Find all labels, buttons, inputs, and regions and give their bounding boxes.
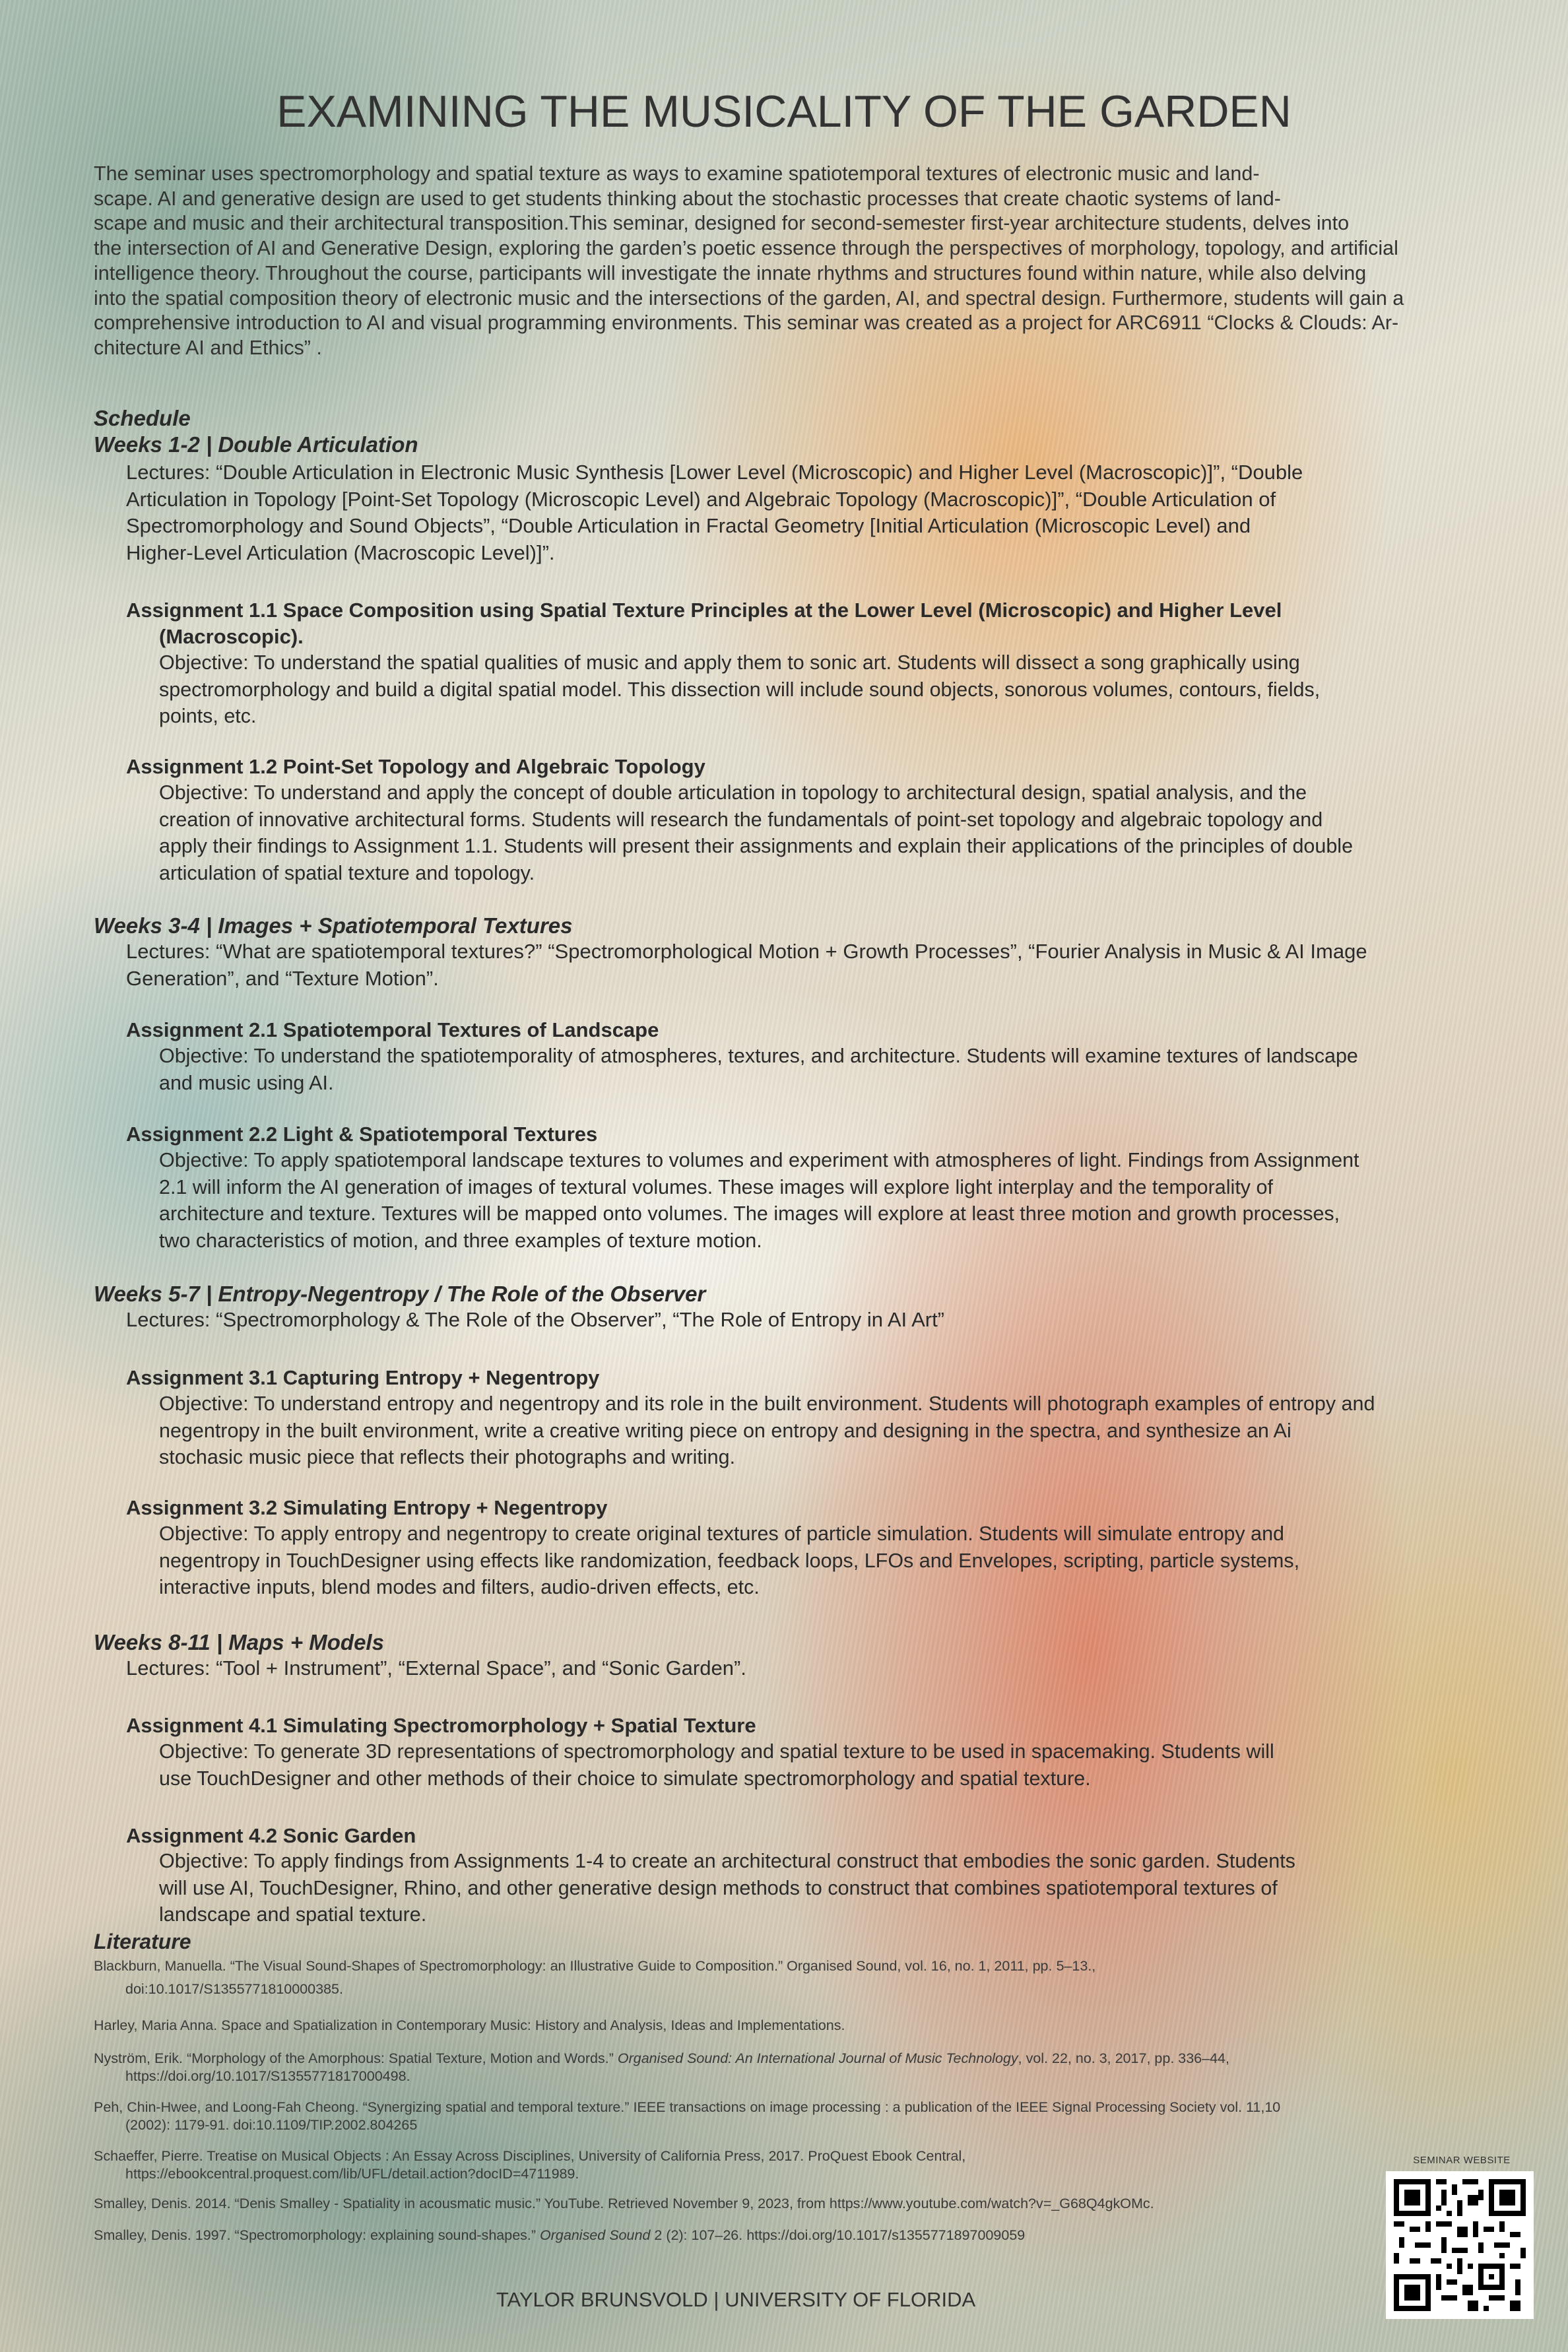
reference-item: Smalley, Denis. 2014. “Denis Smalley - Spatiality in acousmatic music.” YouTube. Retrieved November 9, 2023, from https://www.youtube.com/watch?v=_G68Q4gkOMc. bbox=[94, 2196, 1154, 2211]
week-heading-2: Weeks 3-4 | Images + Spatiotemporal Textures bbox=[94, 913, 573, 938]
assignment-3-1-title: Assignment 3.1 Capturing Entropy + Negentropy bbox=[126, 1366, 600, 1389]
assignment-1-1-title: Assignment 1.1 Space Composition using Spatial Texture Principles at the Lower Level (Microscopic) and Higher Level (Macroscopic). bbox=[126, 599, 1282, 648]
week-heading-3: Weeks 5-7 | Entropy-Negentropy / The Role of the Observer bbox=[94, 1282, 706, 1306]
intro-paragraph: The seminar uses spectromorphology and spatial texture as ways to examine spatiotemporal textures of electronic music and land- scape. AI and generative design are used to get students thinking about the stochastic processes that create chaotic systems of land- scape and music and their architectural transposition.This seminar, designed for second-semester first-year architecture students, delves into the intersection of AI and Generative Design, exploring the garden’s poetic essence through the perspectives of morphology, topology, and artificial intelligence theory. Throughout the course, participants will investigate the innate rhythms and structures found within nature, while also delving into the spatial composition theory of electronic music and the intersections of the garden, AI, and spectral design. Furthermore, students will gain a comprehensive introduction to AI and visual programming environments. This seminar was created as a project for ARC6911 “Clocks & Clouds: Ar- chitecture AI and Ethics” . bbox=[94, 162, 1404, 359]
assignment-1-2-objective: Objective: To understand and apply the concept of double articulation in topology to architectural design, spatial analysis, and the creation of innovative architectural forms. Students will research the fundamentals of point-set topology and algebraic topology and apply their findings to Assignment 1.1. Students will present their assignments and explain their applications of the principles of double articulation of spatial texture and topology. bbox=[159, 781, 1354, 884]
assignment-2-1-objective: Objective: To understand the spatiotemporality of atmospheres, textures, and architecture. Students will examine textures of landscape and music using AI. bbox=[159, 1045, 1358, 1094]
assignment-3-1-objective: Objective: To understand entropy and negentropy and its role in the built environment. Students will photograph examples of entropy and negentropy in the built environment, write a creative writing piece on entropy and designing in the spectra, and synthesize an Ai stochasic music piece that reflects their photographs and writing. bbox=[159, 1392, 1375, 1468]
reference-item: Harley, Maria Anna. Space and Spatialization in Contemporary Music: History and Analysis, Ideas and Implementations. bbox=[94, 2017, 845, 2033]
schedule-heading: Schedule bbox=[94, 406, 191, 430]
qr-code-icon bbox=[1394, 2179, 1526, 2311]
assignment-2-2-objective: Objective: To apply spatiotemporal landscape textures to volumes and experiment with atmospheres of light. Findings from Assignment 2.1 will inform the AI generation of images of textural volumes. These images will explore light interplay and the temporality of architecture and texture. Textures will be mapped onto volumes. The images will explore at least three motion and growth processes, two characteristics of motion, and three examples of texture motion. bbox=[159, 1149, 1359, 1252]
assignment-3-2-title: Assignment 3.2 Simulating Entropy + Negentropy bbox=[126, 1496, 608, 1519]
qr-label: SEMINAR WEBSITE bbox=[1413, 2155, 1511, 2166]
assignment-4-1-objective: Objective: To generate 3D representations of spectromorphology and spatial texture to be used in spacemaking. Students will use TouchDesigner and other methods of their choice to simulate spectromorphology and spatial texture. bbox=[159, 1740, 1274, 1790]
assignment-3-2-objective: Objective: To apply entropy and negentropy to create original textures of particle simulation. Students will simulate entropy and negentropy in TouchDesigner using effects like randomization, feedback loops, LFOs and Envelopes, scripting, particle systems, interactive inputs, blend modes and filters, audio-driven effects, etc. bbox=[159, 1522, 1300, 1598]
lectures-week-4: Lectures: “Tool + Instrument”, “External Space”, and “Sonic Garden”. bbox=[126, 1656, 746, 1680]
poster-title: EXAMINING THE MUSICALITY OF THE GARDEN bbox=[277, 86, 1291, 137]
literature-heading: Literature bbox=[94, 1930, 191, 1953]
lectures-week-3: Lectures: “Spectromorphology & The Role of the Observer”, “The Role of Entropy in AI Art” bbox=[126, 1308, 944, 1331]
reference-item: Peh, Chin-Hwee, and Loong-Fah Cheong. “Synergizing spatial and temporal texture.” IEEE transactions on image processing : a publication of the IEEE Signal Processing Society vol. 11,10 (2002): 1179-91. doi:10.1109/TIP.2002.804265 bbox=[94, 2099, 1281, 2133]
assignment-4-2-title: Assignment 4.2 Sonic Garden bbox=[126, 1824, 416, 1847]
assignment-2-1-title: Assignment 2.1 Spatiotemporal Textures of Landscape bbox=[126, 1018, 659, 1041]
reference-item: Smalley, Denis. 1997. “Spectromorphology: explaining sound-shapes.” Organised Sound 2 (2): 107–26. https://doi.org/10.1017/s1355771897009059 bbox=[94, 2227, 1026, 2243]
lectures-week-2: Lectures: “What are spatiotemporal textures?” “Spectromorphological Motion + Growth Processes”, “Fourier Analysis in Music & AI Image Generation”, and “Texture Motion”. bbox=[126, 940, 1367, 990]
week-heading-4: Weeks 8-11 | Maps + Models bbox=[94, 1630, 384, 1654]
reference-item: Nyström, Erik. “Morphology of the Amorphous: Spatial Texture, Motion and Words.” Organised Sound: An International Journal of Music Technology, vol. 22, no. 3, 2017, pp. 336–44, https://doi.org/10.1017/S1355771817000498. bbox=[94, 2050, 1229, 2084]
author-footer: TAYLOR BRUNSVOLD | UNIVERSITY OF FLORIDA bbox=[496, 2288, 976, 2311]
assignment-4-1-title: Assignment 4.1 Simulating Spectromorphology + Spatial Texture bbox=[126, 1714, 756, 1737]
reference-item: Blackburn, Manuella. “The Visual Sound-Shapes of Spectromorphology: an Illustrative Guide to Composition.” Organised Sound, vol. 16, no. 1, 2011, pp. 5–13., doi:10.1017/S1355771810000385. bbox=[94, 1958, 1096, 1997]
seminar-website-qr-code-icon[interactable] bbox=[1386, 2171, 1534, 2319]
week-heading-1: Weeks 1-2 | Double Articulation bbox=[94, 432, 418, 457]
lectures-week-1: Lectures: “Double Articulation in Electronic Music Synthesis [Lower Level (Microscopic) and Higher Level (Macroscopic)]”, “Double Articulation in Topology [Point-Set Topology (Microscopic Level) and Algebraic Topology (Macroscopic)]”, “Double Articulation of Spectromorphology and Sound Objects”, “Double Articulation in Fractal Geometry [Initial Articulation (Microscopic Level) and Higher-Level Articulation (Macroscopic Level)]”. bbox=[126, 461, 1303, 564]
assignment-1-2-title: Assignment 1.2 Point-Set Topology and Algebraic Topology bbox=[126, 755, 705, 778]
reference-item: Schaeffer, Pierre. Treatise on Musical Objects : An Essay Across Disciplines, University of California Press, 2017. ProQuest Ebook Central, https://ebookcentral.proquest.com/lib/UFL/detail.action?docID=4711989. bbox=[94, 2148, 966, 2182]
assignment-1-1-objective: Objective: To understand the spatial qualities of music and apply them to sonic art. Students will dissect a song graphically using spectromorphology and build a digital spatial model. This dissection will include sound objects, sonorous volumes, contours, fields, points, etc. bbox=[159, 651, 1321, 727]
assignment-4-2-objective: Objective: To apply findings from Assignments 1-4 to create an architectural construct that embodies the sonic garden. Students will use AI, TouchDesigner, Rhino, and other generative design methods to construct that combines spatiotemporal textures of landscape and spatial texture. bbox=[159, 1850, 1295, 1926]
assignment-2-2-title: Assignment 2.2 Light & Spatiotemporal Textures bbox=[126, 1123, 598, 1146]
